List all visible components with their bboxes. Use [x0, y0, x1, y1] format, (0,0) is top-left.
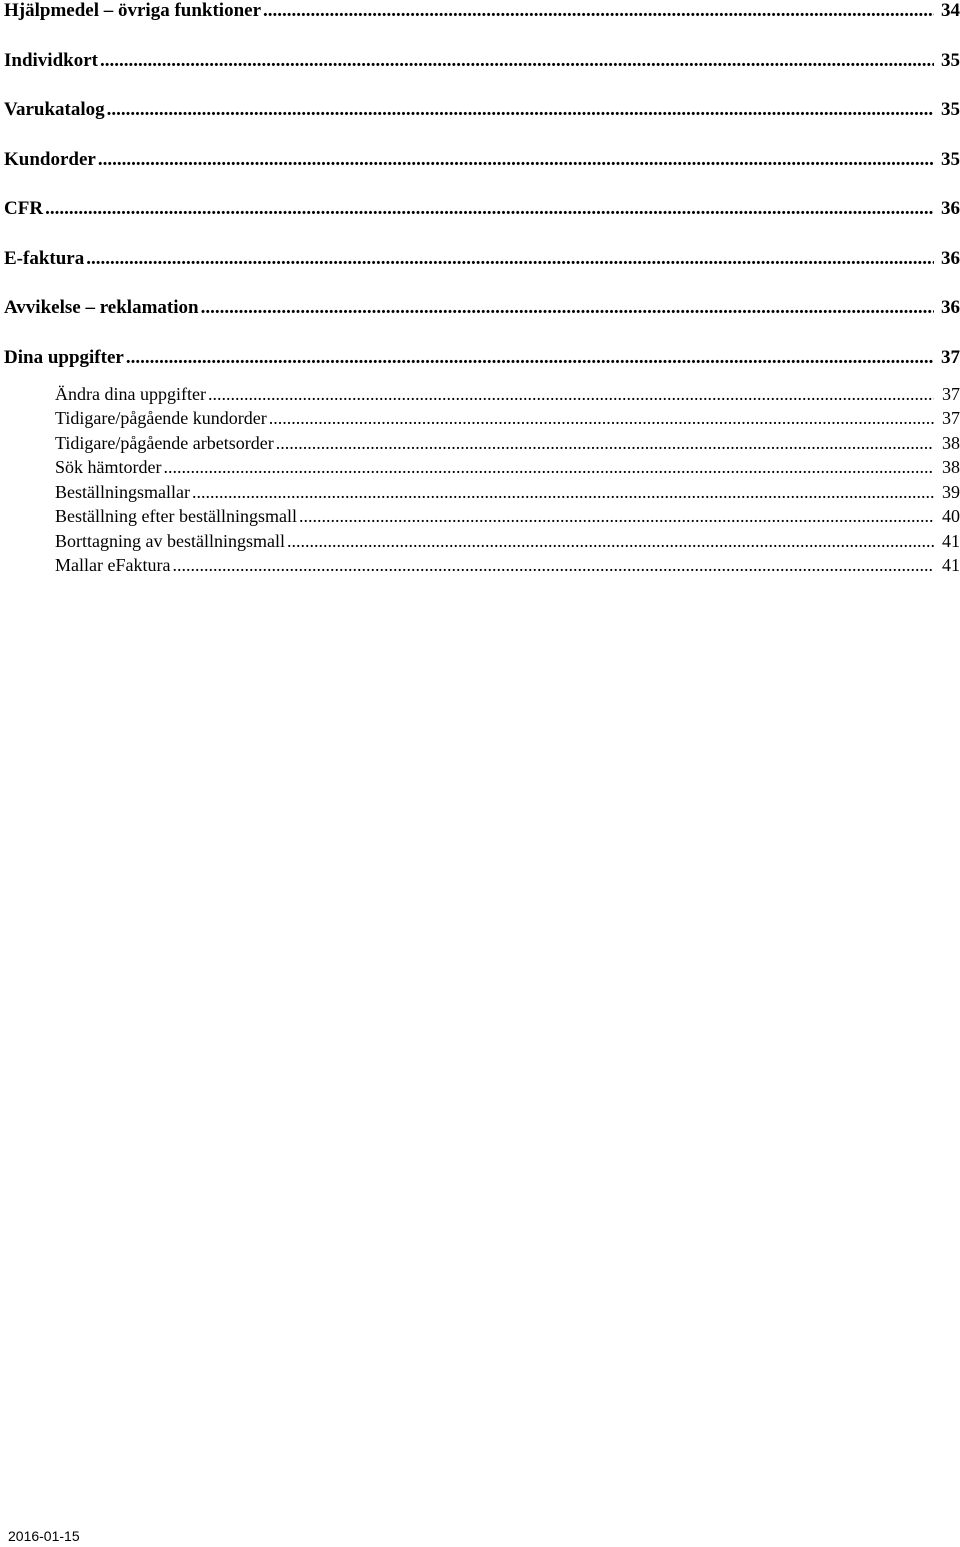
- toc-entry[interactable]: [0, 384, 960, 409]
- toc-leader-dots: [299, 506, 934, 527]
- toc-leader-dots: [269, 408, 934, 429]
- toc-entry-title: CFR: [4, 198, 44, 219]
- toc-entry-page: 36: [941, 198, 960, 219]
- toc-entry[interactable]: [0, 50, 960, 100]
- toc-entry[interactable]: [0, 99, 960, 149]
- toc-entry-page: 37: [941, 346, 960, 368]
- toc-leader-dots: [45, 198, 934, 220]
- toc-leader-dots: [126, 347, 934, 369]
- toc-entry-page: 35: [941, 148, 960, 170]
- toc-entry-title: Tidigare/pågående arbetsorder: [55, 432, 274, 453]
- toc-entry-page: 39: [942, 481, 960, 502]
- toc-leader-dots: [276, 433, 934, 454]
- toc-entry-page: 38: [942, 457, 960, 477]
- toc-entry[interactable]: [0, 347, 960, 384]
- toc-entry-title: Hjälpmedel – övriga funktioner: [4, 0, 262, 21]
- toc-entry[interactable]: [0, 408, 960, 433]
- toc-entry-title: Varukatalog: [4, 99, 105, 120]
- toc-entry-page: 34: [941, 0, 960, 21]
- toc-entry-title: Mallar eFaktura: [55, 555, 171, 575]
- toc-leader-dots: [86, 248, 934, 270]
- toc-entry-page: 37: [942, 383, 960, 404]
- toc-entry[interactable]: [0, 149, 960, 199]
- toc-entry-page: 37: [942, 408, 960, 428]
- toc-entry-title: E-faktura: [4, 247, 85, 269]
- toc-entry[interactable]: [0, 198, 960, 248]
- toc-entry-title: Ändra dina uppgifter: [55, 383, 206, 404]
- toc-leader-dots: [107, 99, 934, 121]
- toc-leader-dots: [163, 457, 934, 478]
- toc-entry-title: Tidigare/pågående kundorder: [55, 408, 267, 428]
- toc-entry-page: 38: [942, 432, 960, 453]
- toc-entry-title: Avvikelse – reklamation: [4, 297, 199, 318]
- toc-entry-title: Beställning efter beställningsmall: [55, 506, 297, 526]
- toc-leader-dots: [100, 50, 934, 72]
- toc-leader-dots: [208, 384, 934, 405]
- toc-leader-dots: [98, 149, 934, 171]
- toc-entry-page: 36: [941, 297, 960, 318]
- toc-entry[interactable]: [0, 457, 960, 482]
- toc-entry[interactable]: [0, 506, 960, 531]
- toc-entry-title: Borttagning av beställningsmall: [55, 530, 285, 551]
- toc-entry[interactable]: [0, 555, 960, 580]
- toc-entry-page: 36: [941, 247, 960, 269]
- toc-entry-page: 41: [942, 555, 960, 575]
- footer-date: 2016-01-15: [8, 1528, 80, 1544]
- toc-entry-title: Dina uppgifter: [4, 346, 124, 368]
- toc-entry[interactable]: [0, 433, 960, 458]
- toc-leader-dots: [201, 297, 934, 319]
- toc-entry-page: 40: [942, 506, 960, 526]
- toc-entry-page: 41: [942, 530, 960, 551]
- toc-entry-title: Kundorder: [4, 148, 96, 170]
- toc-entry[interactable]: [0, 531, 960, 556]
- toc-entry[interactable]: [0, 482, 960, 507]
- toc-leader-dots: [192, 482, 934, 503]
- toc-entry-page: 35: [941, 49, 960, 71]
- table-of-contents: [0, 0, 960, 580]
- toc-entry[interactable]: [0, 297, 960, 347]
- toc-leader-dots: [263, 0, 934, 22]
- toc-entry-page: 35: [941, 99, 960, 120]
- toc-leader-dots: [172, 555, 934, 576]
- toc-entry-title: Individkort: [4, 49, 98, 71]
- toc-leader-dots: [287, 531, 934, 552]
- toc-entry-title: Beställningsmallar: [55, 481, 190, 502]
- toc-entry[interactable]: [0, 0, 960, 50]
- toc-entry[interactable]: [0, 248, 960, 298]
- toc-entry-title: Sök hämtorder: [55, 457, 162, 477]
